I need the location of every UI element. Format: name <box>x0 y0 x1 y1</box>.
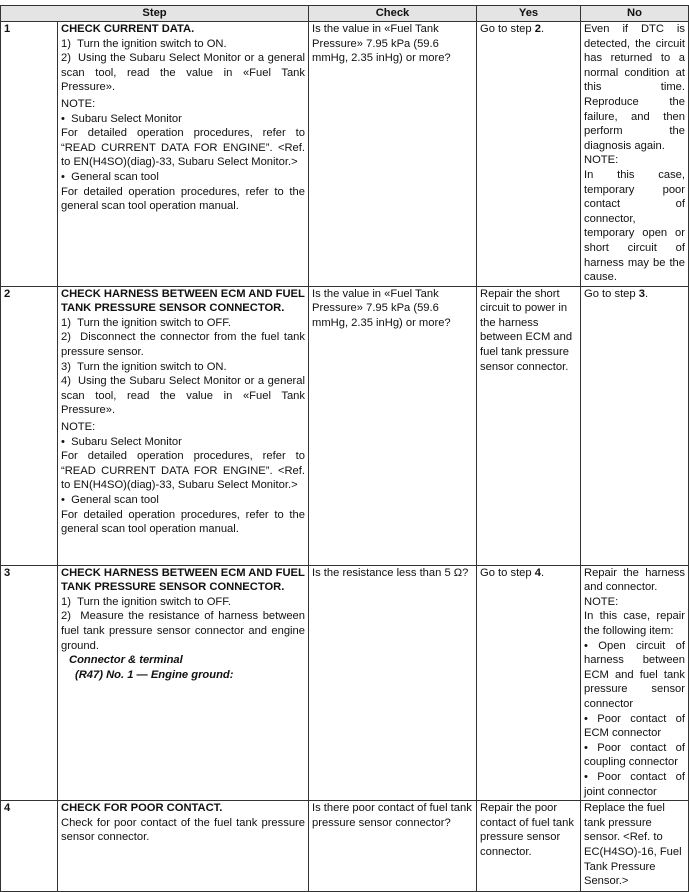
step-line: 2) Disconnect the connector from the fuel tank pressure sensor. <box>61 331 305 359</box>
header-check: Check <box>309 6 477 22</box>
yes-cell: Repair the poor contact of fuel tank pressure sensor connector. <box>477 801 581 892</box>
note-item-text: For detailed operation procedures, refer to “READ CURRENT DATA FOR ENGINE”. <Ref. to EN(H4SO)(diag)-33, Subaru Select Monitor.> <box>61 450 305 492</box>
no-list-item: • Poor contact of ECM connector <box>584 712 685 740</box>
yes-step-ref: 2 <box>534 23 541 35</box>
note-item-title: • General scan tool <box>61 170 159 183</box>
no-step-ref: 3 <box>638 287 645 300</box>
note-item-title: • General scan tool <box>61 494 159 506</box>
step-line: 1) Turn the ignition switch to ON. <box>61 37 227 50</box>
yes-cell: Go to step 4. <box>477 565 581 801</box>
no-list-item: • Poor contact of coupling connector <box>584 741 685 769</box>
step-line: 1) Turn the ignition switch to OFF. <box>61 316 231 329</box>
yes-text: Go to step <box>480 566 535 579</box>
step-number: 1 <box>1 22 58 287</box>
step-number: 2 <box>1 286 58 565</box>
step-title: CHECK CURRENT DATA. <box>61 23 195 35</box>
step-number: 3 <box>1 565 58 801</box>
yes-cell: Repair the short circuit to power in the harness between ECM and fuel tank pressure sensor connector. <box>477 286 581 565</box>
note-label: NOTE: <box>61 97 96 110</box>
table-row <box>1 22 689 287</box>
note-item-text: For detailed operation procedures, refer to “READ CURRENT DATA FOR ENGINE”. <Ref. to EN(H4SO)(diag)-33, Subaru Select Monitor.> <box>61 127 305 169</box>
header-no: No <box>581 6 689 22</box>
no-cell: Go to step 3. <box>581 286 689 565</box>
check-cell: Is the value in «Fuel Tank Pressure» 7.95 kPa (59.6 mmHg, 2.35 inHg) or more? <box>309 286 477 565</box>
step-cell <box>58 286 309 565</box>
no-cell <box>581 565 689 801</box>
yes-text: Go to step <box>480 23 535 35</box>
step-line: 2) Using the Subaru Select Monitor or a general scan tool, read the value in «Fuel Tank Pressure». <box>61 52 305 94</box>
check-cell: Is the value in «Fuel Tank Pressure» 7.95 kPa (59.6 mmHg, 2.35 inHg) or more? <box>309 22 477 287</box>
note-item-text: For detailed operation procedures, refer to the general scan tool operation manual. <box>61 508 305 536</box>
step-line: 2) Measure the resistance of harness between fuel tank pressure sensor connector and engine ground. <box>61 610 305 652</box>
table-row <box>1 286 689 565</box>
note-item-title: • Subaru Select Monitor <box>61 112 182 125</box>
header-step: Step <box>1 6 309 22</box>
header-row <box>1 6 689 22</box>
step-number: 4 <box>1 801 58 892</box>
connector-value: (R47) No. 1 — Engine ground: <box>75 668 234 681</box>
connector-label: Connector & terminal <box>69 654 183 667</box>
no-text: Repair the harness and connector. <box>584 566 685 594</box>
header-yes: Yes <box>477 6 581 22</box>
no-note-text: In this case, repair the following item: <box>584 610 685 638</box>
step-title: CHECK HARNESS BETWEEN ECM AND FUEL TANK PRESSURE SENSOR CONNECTOR. <box>61 287 305 315</box>
yes-cell: Go to step 2. <box>477 22 581 287</box>
no-list-item: • Open circuit of harness between ECM and fuel tank pressure sensor connector <box>584 639 685 711</box>
note-item-title: • Subaru Select Monitor <box>61 435 182 448</box>
check-cell: Is there poor contact of fuel tank pressure sensor connector? <box>309 801 477 892</box>
step-title: CHECK FOR POOR CONTACT. <box>61 802 223 815</box>
no-note-label: NOTE: <box>584 154 619 167</box>
no-text: Go to step <box>584 287 639 300</box>
no-cell: Replace the fuel tank pressure sensor. <Ref. to EC(H4SO)-16, Fuel Tank Pressure Sensor.> <box>581 801 689 892</box>
note-label: NOTE: <box>61 421 96 434</box>
step-cell <box>58 801 309 892</box>
step-text: Check for poor contact of the fuel tank pressure sensor connector. <box>61 816 305 844</box>
check-cell: Is the resistance less than 5 Ω? <box>309 565 477 801</box>
step-line: 1) Turn the ignition switch to OFF. <box>61 595 231 608</box>
step-line: 3) Turn the ignition switch to ON. <box>61 360 227 373</box>
step-line: 4) Using the Subaru Select Monitor or a general scan tool, read the value in «Fuel Tank Pressure». <box>61 375 305 417</box>
no-text: Even if DTC is detected, the circuit has returned to a normal condition at this time. Reproduce the failure, and then perform the diagnosis again. <box>584 23 685 152</box>
table-row <box>1 565 689 801</box>
step-title: CHECK HARNESS BETWEEN ECM AND FUEL TANK PRESSURE SENSOR CONNECTOR. <box>61 566 305 594</box>
no-note-text: In this case, temporary poor contact of connector, temporary open or short circuit of harness may be the cause. <box>584 168 685 284</box>
step-cell <box>58 22 309 287</box>
note-item-text: For detailed operation procedures, refer to the general scan tool operation manual. <box>61 185 305 213</box>
yes-step-ref: 4 <box>534 566 541 579</box>
step-cell <box>58 565 309 801</box>
no-list-item: • Poor contact of joint connector <box>584 771 685 798</box>
no-cell <box>581 22 689 287</box>
diagnostic-table <box>0 5 689 892</box>
table-row <box>1 801 689 892</box>
no-note-label: NOTE: <box>584 595 619 608</box>
